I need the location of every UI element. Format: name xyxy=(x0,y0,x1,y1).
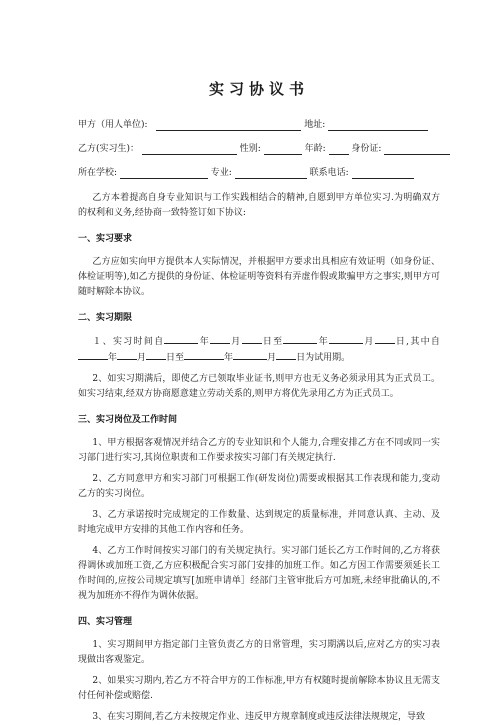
trial-start-day-blank[interactable] xyxy=(146,350,166,360)
section-4-paragraph-3: 3、在实习期间,若乙方未按规定作业、违反甲方规章制度或违反法律法规规定，导致 xyxy=(92,712,425,722)
address-label: 地址: xyxy=(304,120,326,130)
trial-start-day-unit: 日至 xyxy=(166,353,185,363)
gender-blank[interactable] xyxy=(264,145,302,155)
address-blank[interactable] xyxy=(328,121,428,131)
start-day-unit: 日至 xyxy=(261,337,284,347)
trial-end-year-blank[interactable] xyxy=(184,350,224,360)
trial-end-month-blank[interactable] xyxy=(233,350,267,360)
section-4-paragraph-2: 2、如果实习期内,若乙方不符合甲方的工作标准,甲方有权随时提前解除本协议且无需支付任何补偿或赔偿. xyxy=(78,676,440,701)
trial-end-year-unit: 年 xyxy=(224,353,234,363)
end-day-unit: 日,其中自 xyxy=(394,337,440,347)
trial-end-day-blank[interactable] xyxy=(276,350,296,360)
intro-paragraph: 乙方本着提高自身专业知识与工作实践相结合的精神,自愿到甲方单位实习.为明确双方的权利和义务,经协商一致特签订如下协议: xyxy=(78,193,440,218)
trial-end-month-unit: 月 xyxy=(267,353,277,363)
section-1-paragraph: 乙方应如实向甲方提供本人实际情况，并根据甲方要求出具相应有效证明（如身份证、体检证明等),如乙方提供的身份证、体检证明等资料有弄虚作假或欺骗甲方之事实,则甲方可随时解除本协议。 xyxy=(78,257,440,297)
party-a-row xyxy=(78,119,440,131)
start-year-blank[interactable] xyxy=(164,334,198,344)
trial-start-year-unit: 年 xyxy=(108,353,118,363)
id-blank[interactable] xyxy=(384,145,450,155)
trial-start-month-unit: 月 xyxy=(137,353,147,363)
major-blank[interactable] xyxy=(235,169,307,179)
school-blank[interactable] xyxy=(120,169,208,179)
school-row xyxy=(78,167,440,179)
section-1-heading: 一、实习要求 xyxy=(78,234,133,244)
internship-period-paragraph xyxy=(78,334,440,366)
section-3-paragraph-3: 3、乙方承诺按时完成规定的工作数量、达到规定的质量标准，并同意认真、主动、及时地完成甲方安排的其他工作内容和任务。 xyxy=(78,510,440,535)
phone-blank[interactable] xyxy=(352,169,414,179)
section-3-paragraph-1: 1、甲方根据客观情况并结合乙方的专业知识和个人能力,合理安排乙方在不同或同一实习部门进行实习,其岗位职责和工作要求按实习部门有关规定执行. xyxy=(78,438,440,463)
party-a-blank[interactable] xyxy=(156,121,301,131)
party-b-row xyxy=(78,143,440,155)
id-label: 身份证: xyxy=(351,144,382,154)
document-title: 实习协议书 xyxy=(208,80,309,98)
party-a-label: 甲方（用人单位): xyxy=(78,120,148,130)
start-month-unit: 月 xyxy=(230,337,242,347)
trial-start-year-blank[interactable] xyxy=(78,350,108,360)
section-3-heading: 三、实习岗位及工作时间 xyxy=(78,415,178,425)
end-year-unit: 年 xyxy=(317,337,330,347)
section-2-paragraph-2: 2、如实习期满后，即使乙方已领取毕业证书,则甲方也无义务必须录用其为正式员工。如实习结束,经双方协商愿意建立劳动关系的,则甲方将优先录用乙方为正式员工。 xyxy=(78,374,440,399)
phone-label: 联系电话: xyxy=(309,168,349,178)
start-day-blank[interactable] xyxy=(242,334,262,344)
school-label: 所在学校: xyxy=(78,168,118,178)
end-month-blank[interactable] xyxy=(329,334,363,344)
period-lead: １、实习时间自 xyxy=(92,337,165,347)
end-month-unit: 月 xyxy=(363,337,375,347)
start-month-blank[interactable] xyxy=(210,334,230,344)
start-year-unit: 年 xyxy=(198,337,210,347)
party-b-label: 乙方(实习生)： xyxy=(78,144,140,154)
section-2-heading: 二、实习期限 xyxy=(78,313,133,323)
party-b-blank[interactable] xyxy=(142,145,237,155)
age-blank[interactable] xyxy=(329,145,349,155)
major-label: 专业: xyxy=(210,168,232,178)
section-4-heading: 四、实习管理 xyxy=(78,617,133,627)
gender-label: 性别: xyxy=(239,144,261,154)
trial-end-day-unit: 日为试用期。 xyxy=(296,353,351,363)
end-year-blank[interactable] xyxy=(283,334,317,344)
section-3-paragraph-2: 2、乙方同意甲方和实习部门可根据工作(研发岗位)需要或根据其工作表现和能力,变动乙方的实习岗位。 xyxy=(78,474,440,499)
end-day-blank[interactable] xyxy=(375,334,395,344)
trial-start-month-blank[interactable] xyxy=(117,350,137,360)
section-3-paragraph-4: 4、乙方工作时间按实习部门的有关规定执行。实习部门延长乙方工作时间的,乙方将获得调休或加班工资,乙方应积极配合实习部门安排的加班工作。如乙方因工作需要须延长工作时间的,应按公司规定填写[加班申请单］经部门主管审批后方可加班,未经审批确认的,不视为加班亦不得作为调休依据。 xyxy=(78,546,440,601)
age-label: 年龄: xyxy=(304,144,326,154)
section-4-paragraph-1: 1、实习期间甲方指定部门主管负责乙方的日常管理，实习期满以后,应对乙方的实习表现做出客观鉴定。 xyxy=(78,640,440,665)
